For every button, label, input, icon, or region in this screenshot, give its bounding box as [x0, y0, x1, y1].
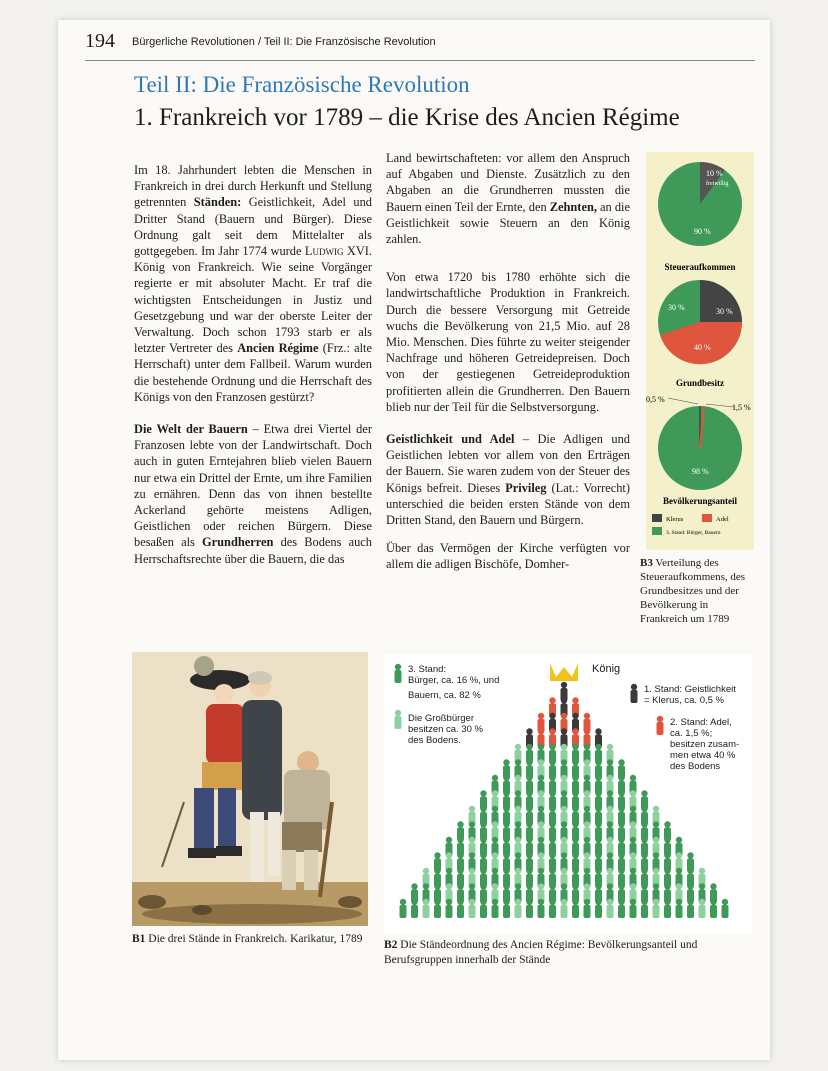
- b1-caricature-image: [132, 652, 368, 926]
- paragraph-kirche: Über das Vermögen der Kirche verfügten vor allem die adligen Bischöfe, Domher-: [386, 541, 630, 572]
- page-number: 194: [85, 30, 115, 52]
- pie3-label-c: 98 %: [692, 467, 709, 476]
- b1-caption: B1 Die drei Stände in Frankreich. Karikatur, 1789: [132, 933, 363, 945]
- pyramid-person: [526, 899, 533, 918]
- pyramid-person: [653, 899, 660, 918]
- pie3-label-a: 0,5 %: [646, 395, 665, 404]
- pyramid-person: [492, 899, 499, 918]
- pyramid-person: [538, 899, 545, 918]
- pyramid-person: [411, 899, 418, 918]
- legend-adel: Adel: [716, 516, 729, 523]
- pie2-label-c: 40 %: [694, 343, 711, 352]
- pyramid-person: [503, 899, 510, 918]
- pyramid-person: [469, 899, 476, 918]
- pie3-leader-a: [668, 398, 698, 404]
- label-stand1: 1. Stand: Geistlichkeit = Klerus, ca. 0,5 %: [644, 684, 736, 706]
- paragraph-adel: Geistlichkeit und Adel – Die Adligen und Geistlichen lebten vor allem von den Erträgen der Bauern. Sie waren zudem von der Steuer des Königs befreit. Dieses Privileg (Lat.: Vorrecht) unterschied die beiden ersten Stände von dem Dritten Stand, den Bauern und Bürgern.: [386, 432, 630, 528]
- pyramid-person: [515, 899, 522, 918]
- pyramid-person: [423, 899, 430, 918]
- label-stand3: 3. Stand: Bürger, ca. 16 %, und Bauern, ca. 82 %: [408, 664, 500, 701]
- paragraph-intro: Im 18. Jahrhundert lebten die Menschen in Frankreich in drei durch Herkunft und Stellung getrennten Ständen: Geistlichkeit, Adel und Dritter Stand (Bauern und Bürger). Diese Ordnung galt seit dem Mittelalter als gottgegeben. Im Jahr 1774 wurde Ludwig XVI. König von Frankreich. Wie seine Vorgänger regierte er mit absoluter Macht. Er traf die wichtigsten Entscheidungen in Justiz und Gesetzgebung und war der oberste Leiter der Verwaltung. Doch schon 1793 starb er als letzter Vertreter des Ancien Régime (Frz.: alte Herrschaft) unter dem Fallbeil. Warum wurden die bestehende Ordnung und die Herrschaft des Königs von den Franzosen gestürzt?: [134, 163, 373, 404]
- pyramid-person: [400, 899, 407, 918]
- pyramid-person: [687, 899, 694, 918]
- pyramid-person: [641, 899, 648, 918]
- text-column-1: [134, 162, 372, 577]
- pie2-label-a: 30 %: [668, 303, 685, 312]
- pyramid-person: [457, 899, 464, 918]
- chapter-title: 1. Frankreich vor 1789 – die Krise des Ancien Régime: [134, 104, 680, 131]
- legend-swatch-stand3: [652, 527, 662, 535]
- legend-klerus: Klerus: [666, 516, 684, 523]
- pie2-title: Grundbesitz: [675, 378, 725, 388]
- pyramid-person: [572, 899, 579, 918]
- label-koenig: König: [592, 663, 621, 675]
- label-grossbuerger: Die Großbürger besitzen ca. 30 % des Bodens.: [408, 713, 483, 746]
- legend-swatch-adel: [702, 514, 712, 522]
- pyramid-person: [480, 899, 487, 918]
- legend-figure-stand1: [631, 684, 638, 703]
- b3-caption: B3 Verteilung des Steueraufkommens, des Grundbesitzes und der Bevölkerung in Frankreich um 1789: [640, 557, 746, 625]
- b3-pie-panel: [646, 152, 754, 550]
- pyramid-person: [446, 899, 453, 918]
- pyramid-person: [710, 899, 717, 918]
- pyramid-person: [630, 899, 637, 918]
- pyramid-person: [549, 899, 556, 918]
- part-title: Teil II: Die Französische Revolution: [134, 72, 470, 97]
- running-title: Bürgerliche Revolutionen / Teil II: Die Französische Revolution: [132, 36, 436, 48]
- legend-figure-grossbuerger: [395, 710, 402, 729]
- b2-estate-pyramid: [384, 655, 752, 933]
- legend-swatch-klerus: [652, 514, 662, 522]
- pie3-title: Bevölkerungsanteil: [662, 496, 738, 506]
- paragraph-abgaben: Land bewirtschafteten: vor allem den Anspruch auf Abgaben und Dienste. Zusätzlich zu den Abgaben an die Grundherren mussten die Bauern einen Teil der Ernte, den Zehnten, an die Geistlichkeit sowie Steuern an den König zahlen.: [386, 151, 630, 247]
- pyramid-person: [722, 899, 729, 918]
- b2-caption: B2 Die Ständeordnung des Ancien Régime: Bevölkerungsanteil und Berufsgruppen innerhalb der Stände: [384, 939, 698, 966]
- pyramid-person: [618, 899, 625, 918]
- pyramid-person: [607, 899, 614, 918]
- pyramid-person: [595, 899, 602, 918]
- running-header: [85, 30, 755, 61]
- pie3-label-b: 1,5 %: [732, 403, 751, 412]
- crown-icon: [550, 663, 578, 681]
- pie1-label-c: 90 %: [694, 227, 711, 236]
- pie1-label-a: 10 %: [706, 169, 723, 178]
- pie3-leader-b: [706, 404, 734, 407]
- pyramid-person: [434, 899, 441, 918]
- pie1-title: Steueraufkommen: [664, 262, 736, 272]
- legend-stand3: 3. Stand: Bürger, Bauern: [666, 530, 721, 536]
- pyramid-person: [561, 899, 568, 918]
- paragraph-bauern: Die Welt der Bauern – Etwa drei Viertel der Franzosen lebte von der Landwirtschaft. Doch auch in guten Erntejahren blieb vielen Bauern nur etwa ein Drittel der Ernte, um ihre Familien zu ernähren. Denn das von ihnen bestellte Ackerland gehörte meistens Adligen, Geistlichen oder reichen Bürgern. Diese besaßen als Grundherren des Bodens auch Herrschaftsrechte über die Bauern, die das: [134, 422, 373, 566]
- text-column-2: [386, 150, 630, 583]
- label-stand2: 2. Stand: Adel, ca. 1,5 %; besitzen zusam- men etwa 40 % des Bodens: [670, 717, 740, 772]
- legend-figure-stand2: [657, 716, 664, 735]
- legend-figure-stand3: [395, 664, 402, 683]
- pyramid-person: [664, 899, 671, 918]
- caricature-drawing: [132, 652, 368, 926]
- b3-pies-svg: [646, 152, 754, 550]
- pyramid-person: [584, 899, 591, 918]
- paragraph-produktion: Von etwa 1720 bis 1780 erhöhte sich die landwirtschaftliche Produktion in Frankreich. Durch die bessere Versorgung mit Getreide wuchs die Bevölkerung von 21,5 Mio. auf 28 Mio. Menschen. Dies führte zu weiter steigender Nachfrage und höheren Getreidepreisen. Doch von der gestiegenen Getreideproduktion profitierten allein die Grundherren. Den Bauern blieb nur der Teil für die Selbstversorgung.: [386, 270, 630, 414]
- pie2-label-b: 30 %: [716, 307, 733, 316]
- pyramid-person: [699, 899, 706, 918]
- pyramid-person: [676, 899, 683, 918]
- pie1-label-b: freiwillig: [706, 181, 729, 187]
